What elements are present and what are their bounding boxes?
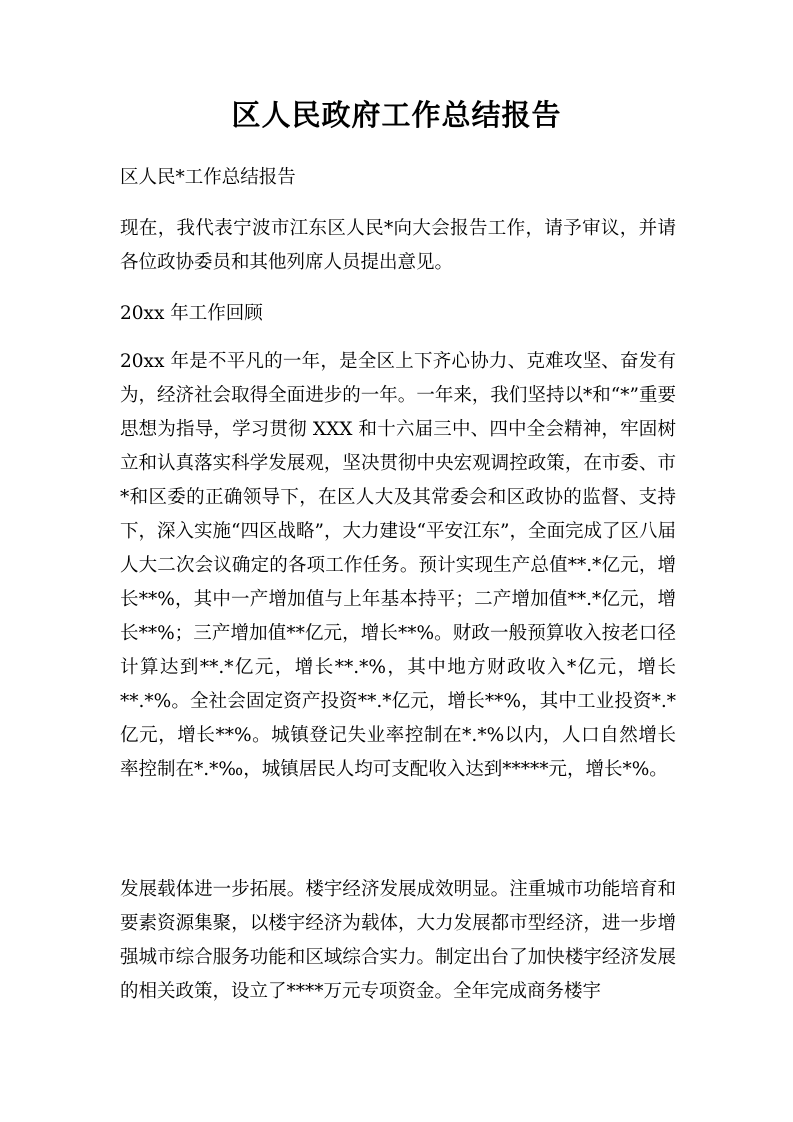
paragraph-development-carriers: 发展载体进一步拓展。楼宇经济发展成效明显。注重城市功能培育和要素资源集聚，以楼宇经济为载体，大力发展都市型经济，进一步增强城市综合服务功能和区域综合实力。制定出台了加快楼宇经济发展的相关政策，设立了****万元专项资金。全年完成商务楼宇 [120,879,676,1002]
paragraph-review-summary: 20xx 年是不平凡的一年，是全区上下齐心协力、克难攻坚、奋发有为，经济社会取得全面进步的一年。一年来，我们坚持以*和“*”重要思想为指导，学习贯彻 XXX 和十六届三中、四中全会精神，牢固树立和认真落实科学发展观，坚决贯彻中央宏观调控政策，在市委、市*和区委的正确领导下，在区人大及其常委会和区政协的监督、支持下，深入实施“四区战略”，大力建设“平安江东”，全面完成了区八届人大二次会议确定的各项工作任务。预计实现生产总值**.*亿元，增长**%，其中一产增加值与上年基本持平；二产增加值**.*亿元，增长**%；三产增加值**亿元，增长**%。财政一般预算收入按老口径计算达到**.*亿元，增长**.*%，其中地方财政收入*亿元，增长**.*%。全社会固定资产投资**.*亿元，增长**%，其中工业投资*.*亿元，增长**%。城镇登记失业率控制在*.*%以内，人口自然增长率控制在*.*‰，城镇居民人均可支配收入达到*****元，增长*%。 [120,351,676,780]
document-title: 区人民政府工作总结报告 [231,98,562,132]
document-subtitle: 区人民*工作总结报告 [120,167,296,188]
section-heading-review: 20xx 年工作回顾 [120,303,263,324]
paragraph-intro: 现在，我代表宁波市江东区人民*向大会报告工作，请予审议，并请各位政协委员和其他列席人员提出意见。 [120,218,676,273]
